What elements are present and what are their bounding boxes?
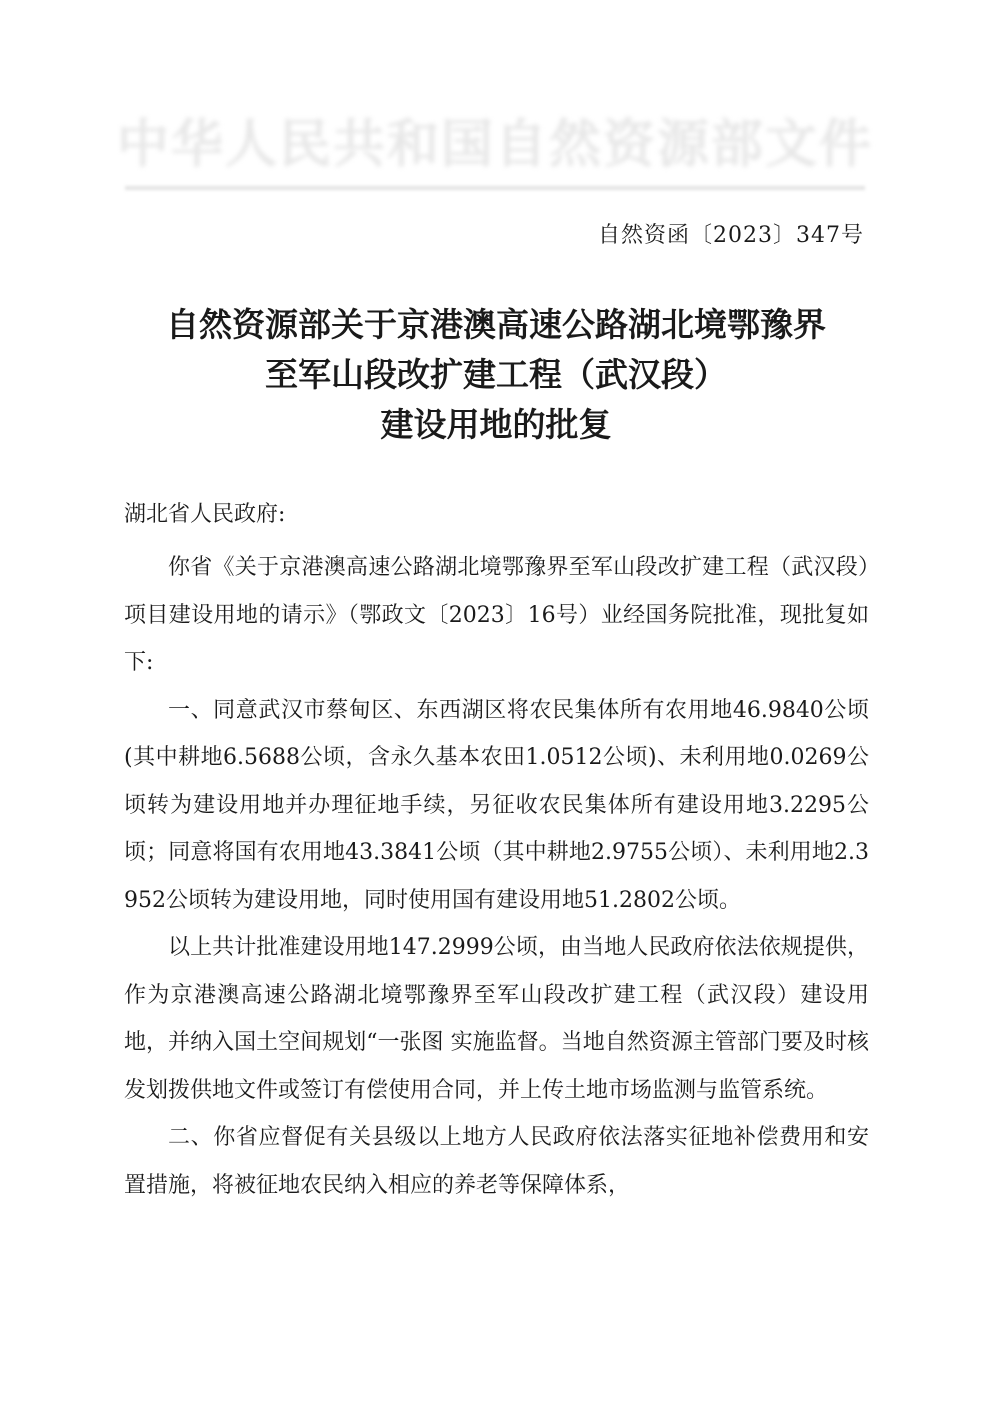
body-text — [124, 544, 869, 1209]
recipient: 湖北省人民政府: — [124, 502, 286, 527]
masthead-rule — [125, 186, 865, 190]
masthead-watermark: 中华人民共和国自然资源部文件 — [117, 113, 874, 175]
title-line-3: 建设用地的批复 — [380, 405, 612, 444]
document-number: 自然资函〔2023〕347号 — [598, 223, 864, 248]
paragraph-intro: 你省《关于京港澳高速公路湖北境鄂豫界至军山段改扩建工程（武汉段）项目建设用地的请示》（鄂政文〔2023〕16号）业经国务院批准，现批复如下: — [124, 555, 869, 675]
document-title — [100, 300, 892, 450]
title-line-2: 至军山段改扩建工程（武汉段） — [265, 355, 727, 394]
paragraph-item-1: 一、同意武汉市蔡甸区、东西湖区将农民集体所有农用地46.9840公顷(其中耕地6.5688公顷，含永久基本农田1.0512公顷)、未利用地0.0269公顷转为建设用地并办理征地手续，另征收农民集体所有建设用地3.2295公顷；同意将国有农用地43.3841公顷（其中耕地2.9755公顷）、未利用地2.3952公顷转为建设用地，同时使用国有建设用地51.2802公顷。 — [124, 697, 869, 913]
title-line-1: 自然资源部关于京港澳高速公路湖北境鄂豫界 — [166, 305, 826, 344]
paragraph-item-2: 二、你省应督促有关县级以上地方人民政府依法落实征地补偿费用和安置措施，将被征地农民纳入相应的养老等保障体系， — [124, 1125, 869, 1198]
paragraph-total: 以上共计批准建设用地147.2999公顷，由当地人民政府依法依规提供，作为京港澳高速公路湖北境鄂豫界至军山段改扩建工程（武汉段）建设用地，并纳入国土空间规划“一张图 实施监督。当地自然资源主管部门要及时核发划拨供地文件或签订有偿使用合同，并上传土地市场监测与监管系统。 — [124, 935, 869, 1103]
